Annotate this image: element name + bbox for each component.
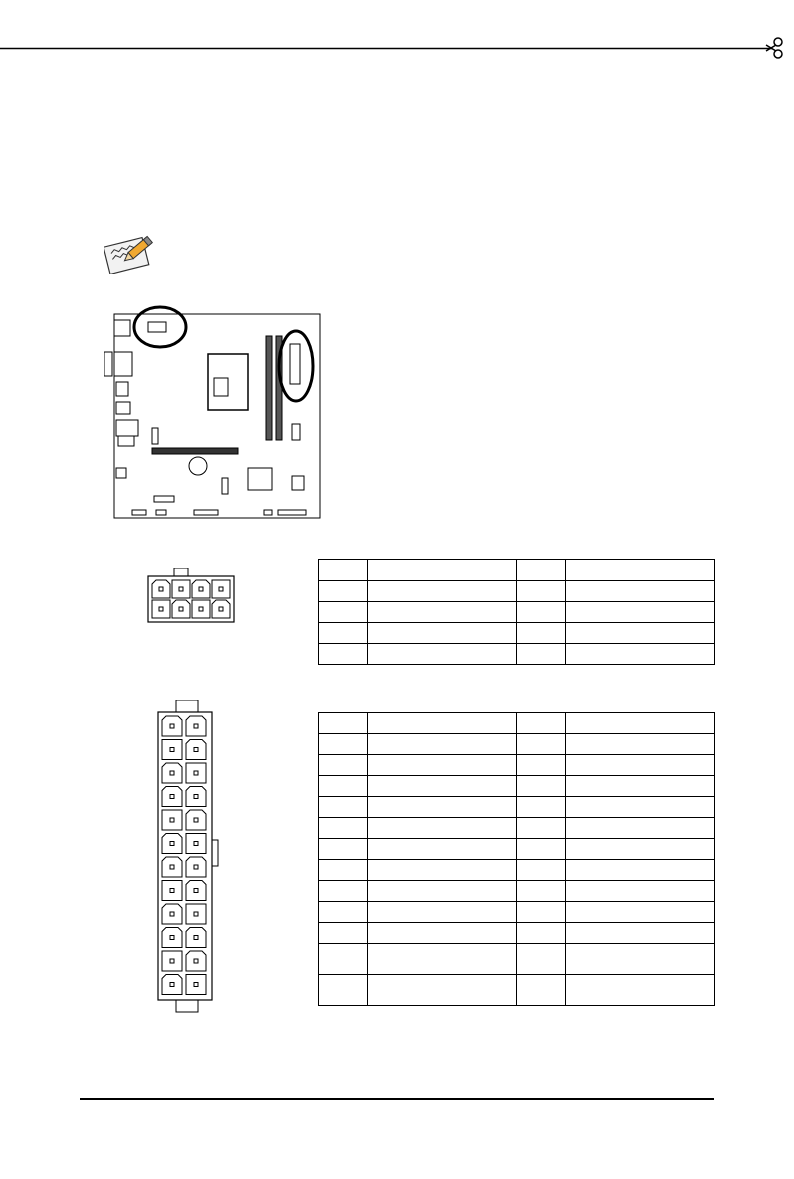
pin-contact xyxy=(219,607,223,611)
pin-table-cell xyxy=(368,560,517,581)
pin-table-cell xyxy=(368,923,517,944)
pin-contact xyxy=(194,983,198,987)
pin-contact xyxy=(170,983,174,987)
pin-table-cell xyxy=(368,839,517,860)
pin-table-row xyxy=(319,923,715,944)
pin-contact xyxy=(194,865,198,869)
pin-table-cell xyxy=(566,713,715,734)
pin-table-cell xyxy=(368,818,517,839)
pin-table-cell xyxy=(319,975,368,1006)
pin-contact xyxy=(170,818,174,822)
pin-table-24pin xyxy=(318,712,715,1006)
pin-table-cell xyxy=(368,975,517,1006)
pin-table-cell xyxy=(517,776,566,797)
pin-table-cell xyxy=(319,797,368,818)
pin-table-cell xyxy=(566,776,715,797)
pin-table-cell xyxy=(517,818,566,839)
pin-table-cell xyxy=(566,644,715,665)
pin-table-cell xyxy=(368,776,517,797)
pin-table-8pin xyxy=(318,559,715,665)
pin-table-cell xyxy=(566,975,715,1006)
pin-table-row xyxy=(319,839,715,860)
pin-contact xyxy=(170,842,174,846)
pin-table-cell xyxy=(566,818,715,839)
pin-table-cell xyxy=(517,860,566,881)
pin-table-cell xyxy=(319,713,368,734)
pin-contact xyxy=(170,936,174,940)
pin-table-cell xyxy=(517,839,566,860)
pin-table-cell xyxy=(368,860,517,881)
pin-table-cell xyxy=(517,755,566,776)
pin-table-cell xyxy=(319,560,368,581)
pin-table-cell xyxy=(566,797,715,818)
pin-table-row xyxy=(319,881,715,902)
pin-table-cell xyxy=(319,755,368,776)
pin-table-cell xyxy=(566,560,715,581)
pin-table-cell xyxy=(319,923,368,944)
pin-contact xyxy=(219,587,223,591)
pin-table-cell xyxy=(368,713,517,734)
pin-table-cell xyxy=(319,776,368,797)
pin-table-row xyxy=(319,902,715,923)
pin-table-row xyxy=(319,776,715,797)
pin-table-cell xyxy=(566,734,715,755)
pin-table-row xyxy=(319,975,715,1006)
pin-table-cell xyxy=(319,860,368,881)
pencil-note-icon xyxy=(104,228,156,274)
pin-table-cell xyxy=(517,944,566,975)
pin-table-row xyxy=(319,818,715,839)
pin-contact xyxy=(194,959,198,963)
pin-table-cell xyxy=(368,602,517,623)
pin-contact xyxy=(159,607,163,611)
pin-table-cell xyxy=(517,560,566,581)
pin-contact xyxy=(194,748,198,752)
pin-table-cell xyxy=(517,797,566,818)
pin-table-cell xyxy=(319,902,368,923)
pin-contact xyxy=(179,587,183,591)
footer-rule xyxy=(80,1098,714,1100)
pin-contact xyxy=(170,912,174,916)
pin-table-cell xyxy=(319,881,368,902)
pin-table-cell xyxy=(517,623,566,644)
pin-table-cell xyxy=(517,975,566,1006)
pin-table-cell xyxy=(566,839,715,860)
pin-table-row xyxy=(319,797,715,818)
pin-table-cell xyxy=(566,944,715,975)
pin-table-cell xyxy=(566,755,715,776)
pin-table-cell xyxy=(319,623,368,644)
pin-contact xyxy=(170,959,174,963)
pin-table-cell xyxy=(319,602,368,623)
pin-contact xyxy=(194,818,198,822)
pin-contact xyxy=(170,889,174,893)
pin-contact xyxy=(194,889,198,893)
pin-contact xyxy=(170,865,174,869)
pin-contact xyxy=(194,842,198,846)
pin-table-cell xyxy=(368,902,517,923)
pin-table-row xyxy=(319,944,715,975)
pin-table-cell xyxy=(517,602,566,623)
atx-24pin-connector xyxy=(156,700,222,1014)
pin-table-cell xyxy=(517,644,566,665)
pin-table-cell xyxy=(566,581,715,602)
pin-table-cell xyxy=(566,881,715,902)
pin-table-cell xyxy=(319,644,368,665)
pin-contact xyxy=(179,607,183,611)
cut-line xyxy=(0,0,794,60)
pin-table-cell xyxy=(368,944,517,975)
pin-contact xyxy=(194,771,198,775)
pin-contact xyxy=(199,607,203,611)
pin-table-cell xyxy=(566,860,715,881)
pin-table-cell xyxy=(517,902,566,923)
pin-table-row xyxy=(319,860,715,881)
pin-table-cell xyxy=(566,623,715,644)
pin-table-cell xyxy=(368,734,517,755)
pin-table-row xyxy=(319,623,715,644)
pin-table-cell xyxy=(368,581,517,602)
pin-table-cell xyxy=(517,713,566,734)
pin-table-cell xyxy=(368,644,517,665)
pin-table-cell xyxy=(319,734,368,755)
pin-table-row xyxy=(319,644,715,665)
pin-table-cell xyxy=(517,734,566,755)
pin-table-cell xyxy=(319,818,368,839)
pin-table-row xyxy=(319,602,715,623)
pin-table-row xyxy=(319,734,715,755)
pin-contact xyxy=(170,771,174,775)
pin-table-cell xyxy=(566,602,715,623)
pin-contact xyxy=(170,795,174,799)
pin-table-cell xyxy=(566,923,715,944)
pin-contact xyxy=(199,587,203,591)
pin-table-cell xyxy=(319,839,368,860)
pin-table-row xyxy=(319,713,715,734)
pin-table-cell xyxy=(517,581,566,602)
pin-contact xyxy=(159,587,163,591)
pin-contact xyxy=(194,936,198,940)
motherboard-diagram xyxy=(104,298,326,524)
pin-table-cell xyxy=(319,581,368,602)
pin-table-cell xyxy=(517,923,566,944)
pin-table-cell xyxy=(517,881,566,902)
pin-table-row xyxy=(319,560,715,581)
pin-contact xyxy=(194,795,198,799)
pin-table-cell xyxy=(368,623,517,644)
pin-contact xyxy=(170,724,174,728)
pin-table-cell xyxy=(368,881,517,902)
pin-table-cell xyxy=(566,902,715,923)
pin-contact xyxy=(170,748,174,752)
pin-contact xyxy=(194,724,198,728)
pin-contact xyxy=(194,912,198,916)
pin-table-row xyxy=(319,755,715,776)
pin-table-cell xyxy=(368,797,517,818)
pin-table-row xyxy=(319,581,715,602)
atx-12v-8pin-connector xyxy=(146,568,236,624)
pin-table-cell xyxy=(368,755,517,776)
pin-table-cell xyxy=(319,944,368,975)
